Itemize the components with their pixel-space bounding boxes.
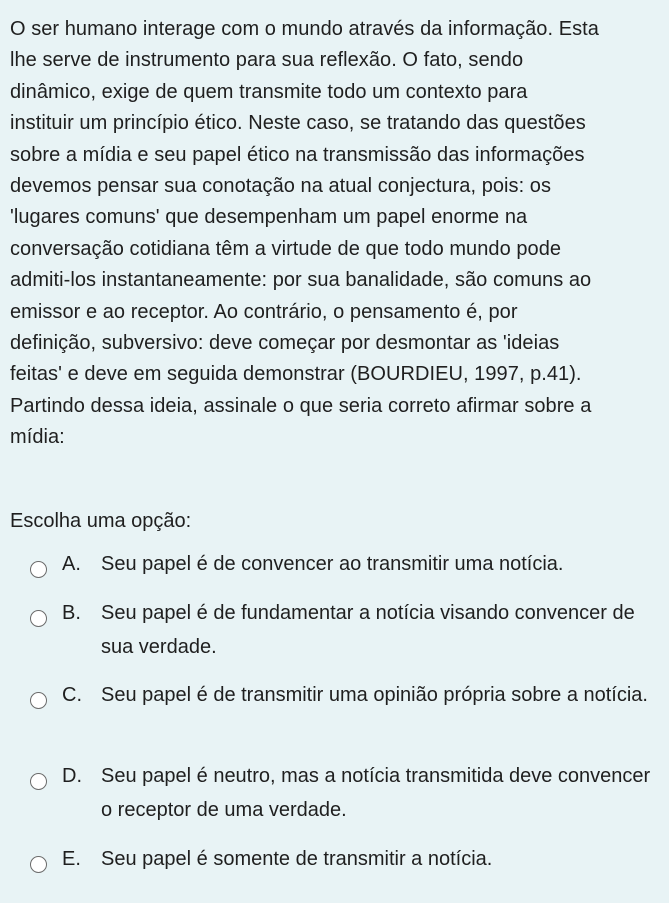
question-line: admiti-los instantaneamente: por sua banalidade, são comuns ao bbox=[10, 269, 592, 292]
question-line: mídia: bbox=[10, 426, 65, 449]
option-c-letter: C. bbox=[62, 684, 82, 706]
option-e-text[interactable]: Seu papel é somente de transmitir a notícia. bbox=[101, 848, 493, 870]
radio-button-b[interactable] bbox=[30, 610, 47, 627]
option-d-letter: D. bbox=[62, 765, 82, 787]
question-line: feitas' e deve em seguida demonstrar (BOURDIEU, 1997, p.41). bbox=[10, 363, 582, 386]
question-line: definição, subversivo: deve começar por desmontar as 'ideias bbox=[10, 332, 560, 355]
question-text bbox=[10, 14, 660, 454]
radio-button-e[interactable] bbox=[30, 856, 47, 873]
question-line: dinâmico, exige de quem transmite todo um contexto para bbox=[10, 80, 528, 103]
question-line: emissor e ao receptor. Ao contrário, o pensamento é, por bbox=[10, 300, 518, 323]
option-a-letter: A. bbox=[62, 553, 81, 575]
option-d-text[interactable]: Seu papel é neutro, mas a notícia transmitida deve convencer o receptor de uma verdade. bbox=[101, 765, 651, 821]
option-b-letter: B. bbox=[62, 602, 81, 624]
option-c-text[interactable]: Seu papel é de transmitir uma opinião própria sobre a notícia. bbox=[101, 684, 648, 706]
question-line: devemos pensar sua conotação na atual conjectura, pois: os bbox=[10, 175, 552, 198]
question-line: Partindo dessa ideia, assinale o que seria correto afirmar sobre a bbox=[10, 394, 592, 417]
question-line: conversação cotidiana têm a virtude de que todo mundo pode bbox=[10, 237, 562, 260]
radio-button-c[interactable] bbox=[30, 692, 47, 709]
option-b-text[interactable]: Seu papel é de fundamentar a notícia visando convencer de sua verdade. bbox=[101, 602, 635, 658]
radio-button-d[interactable] bbox=[30, 773, 47, 790]
option-e-letter: E. bbox=[62, 848, 81, 870]
question-line: 'lugares comuns' que desempenham um papel enorme na bbox=[10, 206, 528, 229]
question-line: O ser humano interage com o mundo através da informação. Esta bbox=[10, 18, 599, 40]
question-line: lhe serve de instrumento para sua reflexão. O fato, sendo bbox=[10, 49, 524, 72]
choose-option-label: Escolha uma opção: bbox=[10, 510, 192, 532]
question-line: instituir um princípio ético. Neste caso, se tratando das questões bbox=[10, 112, 586, 135]
option-a-text[interactable]: Seu papel é de convencer ao transmitir uma notícia. bbox=[101, 553, 564, 575]
question-line: sobre a mídia e seu papel ético na transmissão das informações bbox=[10, 143, 585, 166]
radio-button-a[interactable] bbox=[30, 561, 47, 578]
